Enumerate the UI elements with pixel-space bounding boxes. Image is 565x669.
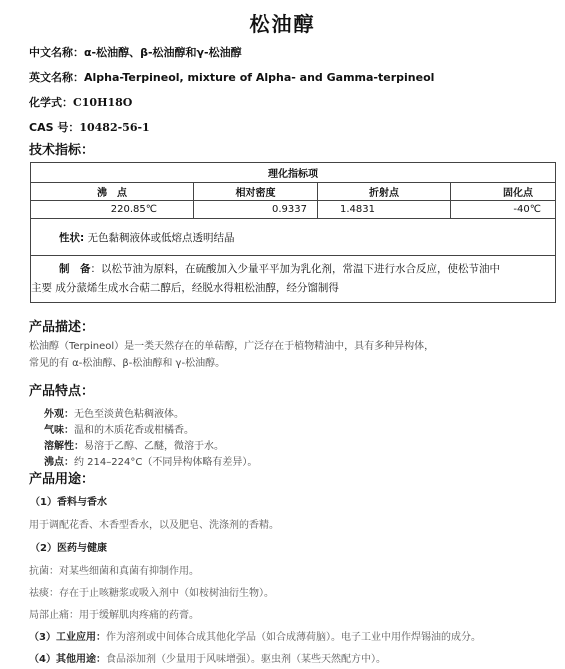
cas-row [29,119,150,135]
property-value: 无色黏稠液体或低熔点透明结晶 [87,231,235,244]
spec-table [30,162,556,303]
cas-label: CAS 号： [29,121,80,134]
uses-text: 食品添加剂（少量用于风味增强）。驱虫剂（某些天然配方中）。 [105,654,386,665]
feature-item [44,437,224,452]
feature-label: 外观： [44,409,74,420]
feature-item [44,453,257,468]
formula-row [29,94,132,110]
feature-item [44,421,194,436]
features-heading: 产品特点： [29,384,95,399]
header-boiling: 沸 点 [31,183,194,201]
cn-name-label: 中文名称： [29,46,84,59]
header-solidify: 固化点 [451,183,556,201]
uses-section-title: （1）香料与香水 [30,497,107,508]
feature-value: 约 214–224°C（不同异构体略有差异）。 [74,457,258,468]
feature-label: 气味： [44,425,74,436]
feature-value: 无色至淡黄色粘稠液体。 [74,409,184,420]
feature-label: 沸点： [44,457,74,468]
page-title: 松油醇 [249,12,316,36]
uses-text: 局部止痛：用于缓解肌肉疼痛的药膏。 [29,610,199,621]
uses-text: 用于调配花香、木香型香水，以及肥皂、洗涤剂的香精。 [29,520,279,531]
uses-text: 祛痰：存在于止咳糖浆或吸入剂中（如桉树油衍生物）。 [29,588,274,599]
uses-section-title: （4）其他用途： [29,654,106,665]
table-caption: 理化指标项 [31,163,556,183]
uses-text: 作为溶剂或中间体合成其他化学品（如合成薄荷脑）。电子工业中用作焊锡油的成分。 [105,632,481,643]
header-refraction: 折射点 [318,183,451,201]
uses-section-title: （3）工业应用： [29,632,106,643]
value-density: 0.9337 [194,201,318,219]
feature-label: 溶解性： [44,441,84,452]
feature-value: 易溶于乙醇、乙醚，微溶于水。 [84,441,224,452]
cn-name-value: α-松油醇、β-松油醇和γ-松油醇 [84,46,242,59]
prep-value-line2: 主要 成分蒎烯生成水合萜二醇后，经脱水得粗松油醇，经分馏制得 [31,282,339,294]
desc-line-1: 松油醇（Terpineol）是一类天然存在的单萜醇，广泛存在于植物精油中，具有多种异构体， [29,341,435,352]
property-label: 性状 [59,231,80,244]
uses-line-industrial [29,628,481,643]
value-refraction: 1.4831 [318,201,451,219]
uses-heading: 产品用途： [29,472,95,487]
uses-text: 抗菌：对某些细菌和真菌有抑制作用。 [29,566,199,577]
desc-line-2: 常见的有 α-松油醇、β-松油醇和 γ-松油醇。 [29,358,226,369]
prep-label: 制 备 [59,263,91,275]
uses-line-other [29,650,386,665]
en-name-label: 英文名称： [29,71,84,84]
en-name-value: Alpha-Terpineol, mixture of Alpha- and Gamma-terpineol [84,71,435,84]
value-solidify: -40℃ [451,201,556,219]
header-density: 相对密度 [194,183,318,201]
desc-heading: 产品描述： [29,320,95,335]
property-row: 性状: 无色黏稠液体或低熔点透明结晶 [31,219,556,256]
value-boiling: 220.85℃ [31,201,194,219]
prep-row [31,256,556,303]
cas-value: 10482-56-1 [79,121,150,134]
tech-heading: 技术指标： [29,143,95,158]
formula-label: 化学式： [29,96,73,109]
feature-value: 温和的木质花香或柑橘香。 [74,425,194,436]
en-name-row [29,69,434,85]
formula-value: C10H18O [73,96,133,109]
prep-value-line1: ：以松节油为原料，在硫酸加入少量平平加为乳化剂，常温下进行水合反应，使松节油中 [90,263,500,275]
feature-item [44,405,184,420]
cn-name-row [29,44,242,60]
uses-section-title: （2）医药与健康 [30,543,107,554]
